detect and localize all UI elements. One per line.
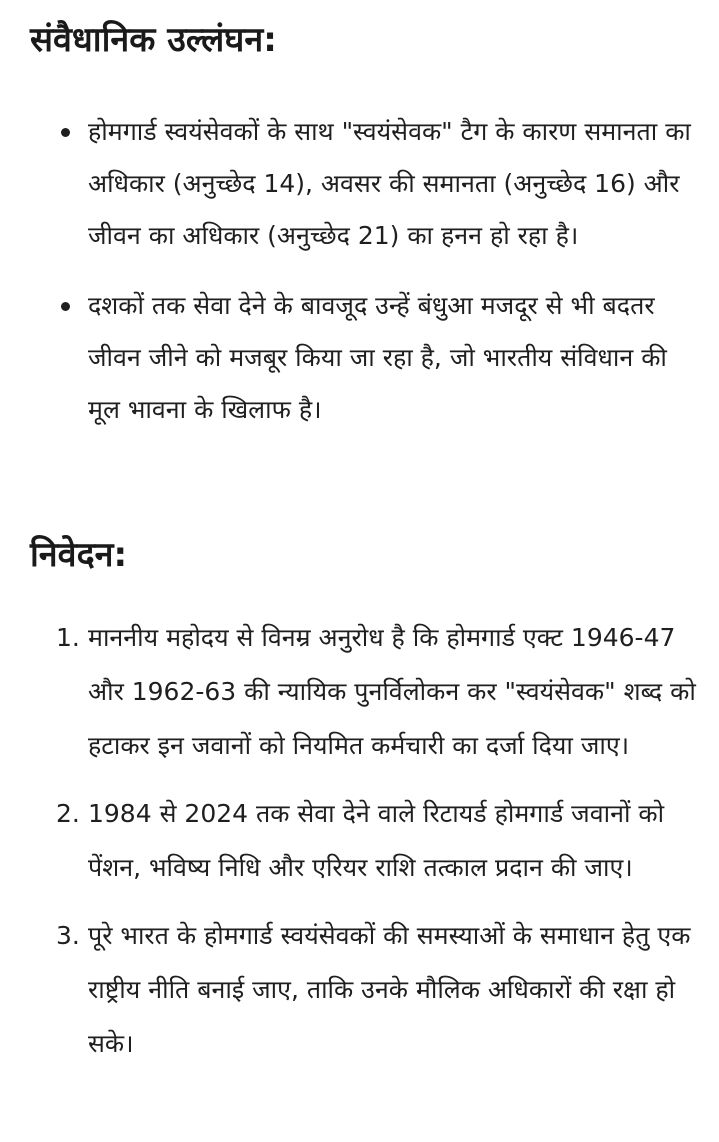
- list-item-text: पूरे भारत के होमगार्ड स्वयंसेवकों की समस्याओं के समाधान हेतु एक राष्ट्रीय नीति बनाई जाए, ताकि उनके मौलिक अधिकारों की रक्षा हो सके।: [88, 921, 691, 1058]
- list-item-text: माननीय महोदय से विनम्र अनुरोध है कि होमगार्ड एक्ट 1946-47 और 1962-63 की न्यायिक पुनर्विलोकन कर "स्वयंसेवक" शब्द को हटाकर इन जवानों को नियमित कर्मचारी का दर्जा दिया जाए।: [88, 623, 696, 760]
- list-item-text: दशकों तक सेवा देने के बावजूद उन्हें बंधुआ मजदूर से भी बदतर जीवन जीने को मजबूर किया जा रहा है, जो भारतीय संविधान की मूल भावना के खिलाफ है।: [88, 291, 667, 424]
- list-number: 1.: [56, 623, 80, 652]
- bullet-dot-icon: [61, 302, 70, 311]
- list-number: 2.: [56, 799, 80, 828]
- list-item-text: होमगार्ड स्वयंसेवकों के साथ "स्वयंसेवक" टैग के कारण समानता का अधिकार (अनुच्छेद 14), अवसर की समानता (अनुच्छेद 16) और जीवन का अधिकार (अनुच्छेद 21) का हनन हो रहा है।: [88, 117, 691, 250]
- list-item: [30, 611, 701, 773]
- section-heading-request: निवेदन:: [30, 535, 128, 575]
- violation-bullet-list: [30, 106, 701, 436]
- bullet-dot-icon: [61, 128, 70, 137]
- list-item: [30, 106, 701, 262]
- list-item-text: 1984 से 2024 तक सेवा देने वाले रिटायर्ड होमगार्ड जवानों को पेंशन, भविष्य निधि और एरियर राशि तत्काल प्रदान की जाए।: [88, 799, 665, 882]
- list-item: [30, 787, 701, 895]
- request-numbered-list: [30, 611, 701, 1071]
- list-item: [30, 909, 701, 1071]
- request-section: [30, 533, 701, 1085]
- list-number: 3.: [56, 921, 80, 950]
- list-item: [30, 280, 701, 436]
- constitutional-violation-section: [30, 18, 701, 454]
- section-heading-constitutional-violation: संवैधानिक उल्लंघन:: [30, 20, 277, 60]
